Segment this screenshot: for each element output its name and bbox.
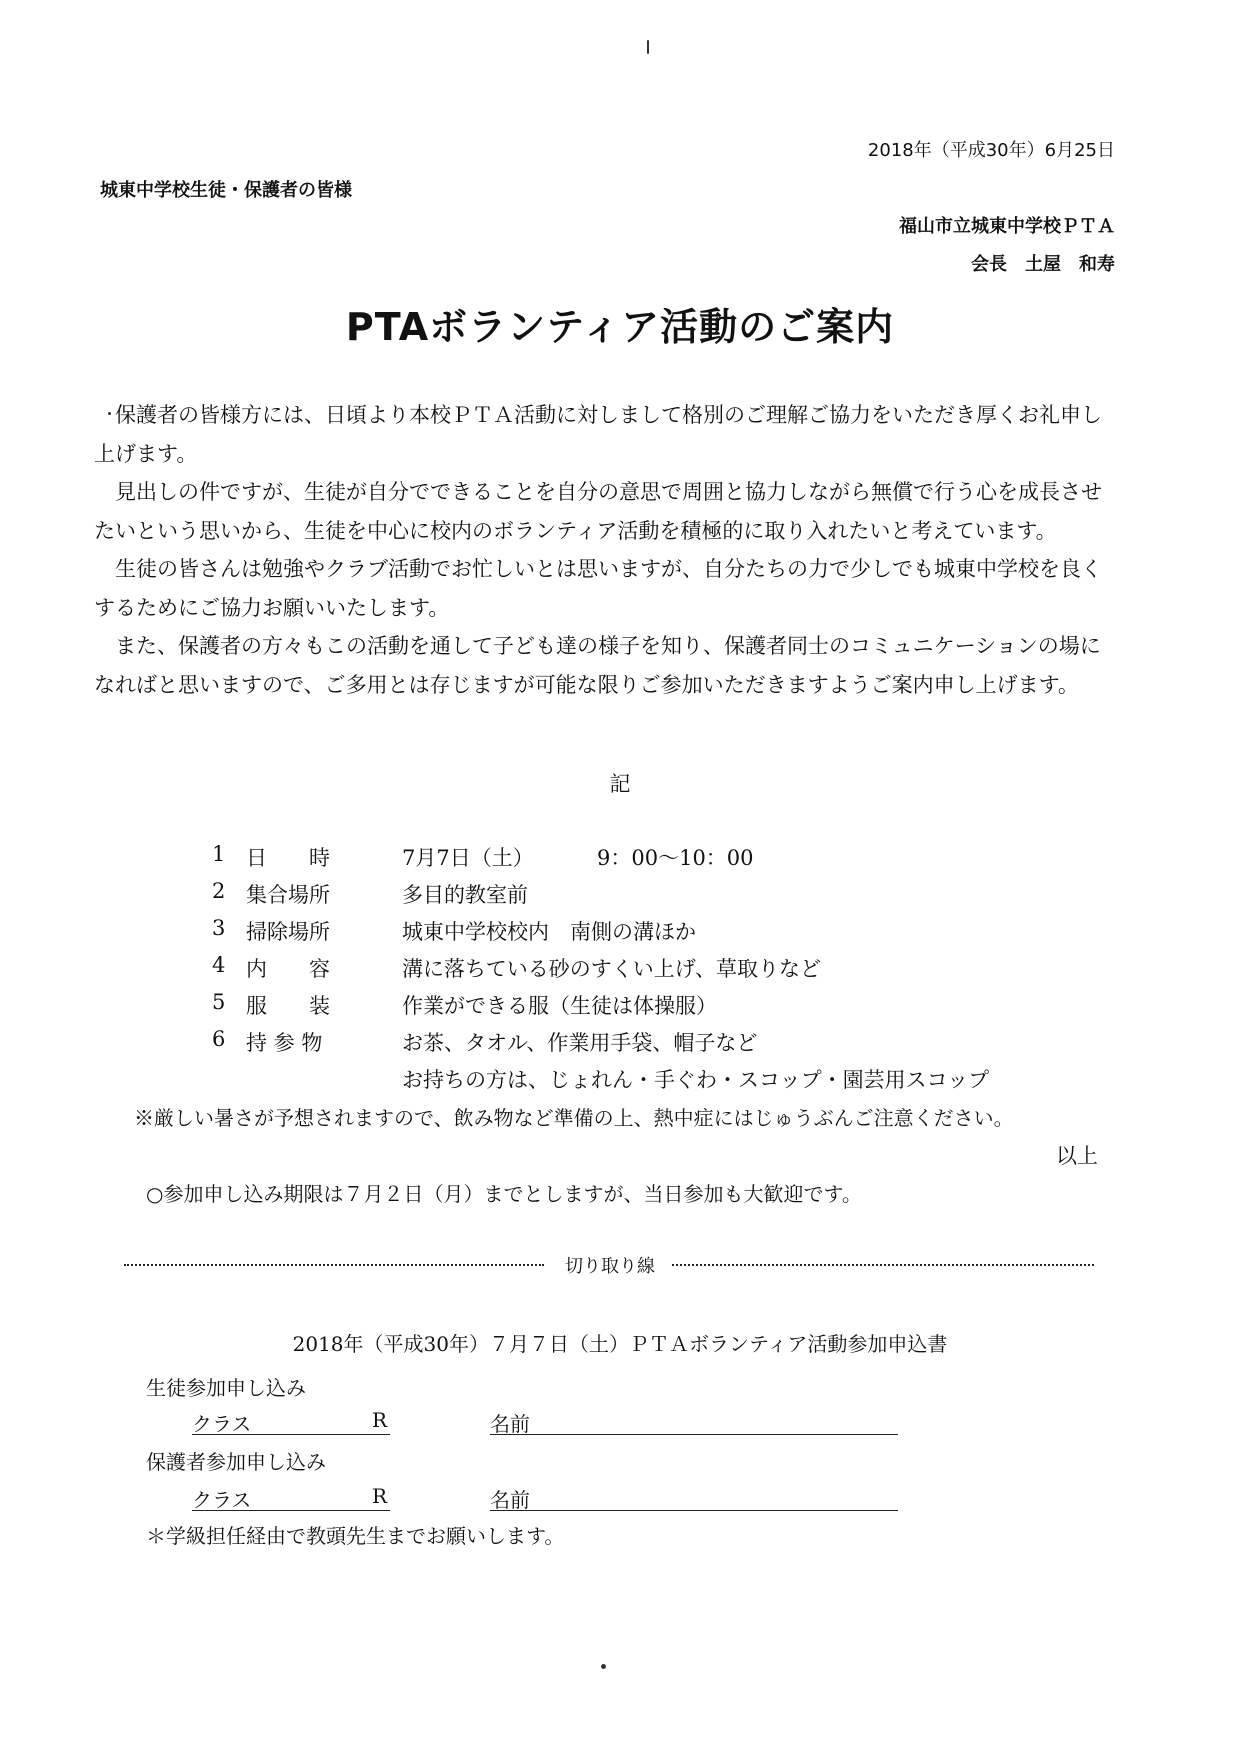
body-paragraph: 保護者の皆様方には、日頃より本校ＰＴＡ活動に対しまして格別のご理解ご協力をいただき厚くお礼申し上げます。 bbox=[94, 403, 1102, 466]
item-number: 3 bbox=[212, 916, 226, 940]
name-label: 名前 bbox=[490, 1488, 530, 1512]
item-number: 4 bbox=[212, 953, 226, 977]
name-label: 名前 bbox=[490, 1412, 530, 1436]
student-application-row bbox=[192, 1408, 912, 1438]
item-label: 持 参 物 bbox=[246, 1031, 323, 1055]
body-paragraph: 生徒の皆さんは勉強やクラブ活動でお忙しいとは思いますが、自分たちの力で少しでも城東中学校を良くするためにご協力お願いいたします。 bbox=[94, 557, 1102, 620]
name-field[interactable] bbox=[490, 1434, 898, 1435]
form-title: 2018年（平成30年）７月７日（土）ＰＴＡボランティア活動参加申込書 bbox=[292, 1332, 948, 1356]
item-number: 1 bbox=[212, 842, 226, 866]
scan-speck bbox=[108, 412, 111, 415]
item-value: 溝に落ちている砂のすくい上げ、草取りなど bbox=[402, 957, 821, 981]
room-label: R bbox=[372, 1484, 388, 1508]
name-field[interactable] bbox=[490, 1510, 898, 1511]
president-name: 会長 土屋 和寿 bbox=[971, 254, 1115, 275]
document-date: 2018年（平成30年）6月25日 bbox=[867, 140, 1115, 161]
heat-warning: ※厳しい暑さが予想されますので、飲み物など準備の上、熱中症にはじゅうぶんご注意ください。 bbox=[134, 1106, 1014, 1130]
body-paragraph: 見出しの件ですが、生徒が自分でできることを自分の意思で周囲と協力しながら無償で行う心を成長させたいという思いから、生徒を中心に校内のボランティア活動を積極的に取り入れたいと考えています。 bbox=[94, 480, 1102, 543]
cut-line bbox=[124, 1252, 1094, 1276]
body-paragraph: また、保護者の方々もこの活動を通して子ども達の様子を知り、保護者同士のコミュニケーションの場になればと思いますので、ご多用とは存じますが可能な限りご参加いただきますようご案内申し上げます。 bbox=[94, 634, 1101, 697]
ki-heading: 記 bbox=[609, 772, 631, 796]
parent-application-row bbox=[192, 1484, 912, 1514]
item-number: 6 bbox=[212, 1027, 226, 1051]
application-deadline: ○参加申し込み期限は７月２日（月）までとしますが、当日参加も大歓迎です。 bbox=[146, 1182, 862, 1206]
belongings-extra: お持ちの方は、じょれん・手ぐわ・スコップ・園芸用スコップ bbox=[402, 1068, 990, 1092]
cut-line-dash-right bbox=[672, 1264, 1094, 1266]
item-value: お茶、タオル、作業用手袋、帽子など bbox=[402, 1031, 758, 1055]
item-label: 集合場所 bbox=[246, 883, 330, 907]
item-value: 7月7日（土） bbox=[402, 846, 534, 870]
cut-line-dash-left bbox=[124, 1264, 544, 1266]
student-section-label: 生徒参加申し込み bbox=[146, 1376, 306, 1400]
body-text bbox=[94, 396, 1114, 704]
scan-speck bbox=[601, 1664, 606, 1669]
item-label: 内 容 bbox=[246, 957, 330, 981]
class-field[interactable] bbox=[192, 1510, 390, 1511]
item-number: 2 bbox=[212, 879, 226, 903]
addressee: 城東中学校生徒・保護者の皆様 bbox=[100, 180, 352, 201]
item-label: 日 時 bbox=[246, 846, 330, 870]
document-title: PTAボランティア活動のご案内 bbox=[345, 305, 895, 349]
item-value: 多目的教室前 bbox=[402, 883, 528, 907]
item-label: 掃除場所 bbox=[246, 920, 330, 944]
scan-speck bbox=[647, 40, 649, 54]
class-label: クラス bbox=[192, 1412, 252, 1436]
class-label: クラス bbox=[192, 1488, 252, 1512]
parent-section-label: 保護者参加申し込み bbox=[146, 1450, 326, 1474]
organization-name: 福山市立城東中学校ＰＴＡ bbox=[899, 216, 1115, 237]
closing-ijo: 以上 bbox=[1056, 1144, 1098, 1168]
item-number: 5 bbox=[212, 990, 226, 1014]
item-label: 服 装 bbox=[246, 994, 330, 1018]
class-field[interactable] bbox=[192, 1434, 390, 1435]
cut-line-label: 切り取り線 bbox=[565, 1256, 655, 1277]
item-value: 城東中学校校内 南側の溝ほか bbox=[402, 920, 696, 944]
submission-note: ＊学級担任経由で教頭先生までお願いします。 bbox=[146, 1524, 565, 1548]
item-value: 作業ができる服（生徒は体操服） bbox=[402, 994, 717, 1018]
room-label: R bbox=[372, 1408, 388, 1432]
item-time: 9：00〜10：00 bbox=[597, 846, 754, 870]
